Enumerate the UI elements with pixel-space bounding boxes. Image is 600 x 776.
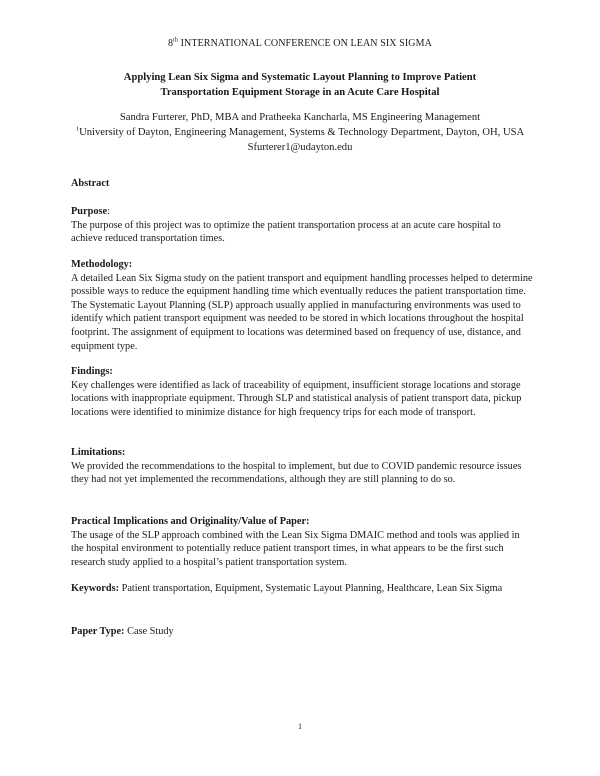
title-line-1: Applying Lean Six Sigma and Systematic Layout Planning to Improve Patient — [123, 72, 477, 83]
purpose-section — [71, 205, 533, 246]
purpose-heading: Purpose — [71, 206, 108, 217]
paper-type-text: Case Study — [127, 626, 174, 637]
limitations-text: We provided the recommendations to the hospital to implement, but due to COVID pandemic resource issues they had not yet implemented the recommendations, although they are still planning to do so. — [71, 460, 522, 486]
page-number: 1 — [298, 722, 302, 731]
affiliation-mark: 1 — [75, 125, 80, 133]
implications-section — [71, 515, 533, 569]
limitations-section — [71, 446, 533, 487]
conference-ordinal-number: 8 — [168, 38, 174, 49]
paper-type-section — [71, 625, 533, 639]
methodology-heading: Methodology: — [71, 259, 133, 270]
methodology-section — [71, 258, 533, 353]
abstract-heading-text: Abstract — [71, 178, 110, 189]
keywords-section — [71, 582, 533, 596]
author-names: Sandra Furterer, PhD, MBA and Pratheeka Kancharla, MS Engineering Management — [119, 112, 481, 123]
conference-header — [0, 38, 600, 49]
author-email: Sfurterer1@udayton.edu — [247, 142, 353, 153]
title-line-2: Transportation Equipment Storage in an Acute Care Hospital — [160, 87, 440, 98]
methodology-text: A detailed Lean Six Sigma study on the patient transport and equipment handling processes helped to determine possible ways to reduce the equipment handling time which eventually reduces the patient transportation time. The Systematic Layout Planning (SLP) approach usually applied in manufacturing environments was used to identify which patient transport equipment was needed to be stored in which locations throughout the hospital footprint. The assignment of equipment to locations was determined based on frequency of use, distance, and equipment type. — [71, 272, 533, 352]
implications-heading: Practical Implications and Originality/Value of Paper: — [71, 516, 310, 527]
conference-name: INTERNATIONAL CONFERENCE ON LEAN SIX SIGMA — [180, 38, 432, 49]
findings-section — [71, 365, 533, 419]
abstract-heading — [71, 177, 533, 191]
affiliation-text: University of Dayton, Engineering Management, Systems & Technology Department, Dayton, OH, USA — [79, 127, 525, 138]
purpose-text: The purpose of this project was to optimize the patient transportation process at an acute care hospital to achieve reduced transportation times. — [71, 219, 501, 245]
paper-type-label: Paper Type: — [71, 626, 125, 637]
keywords-label: Keywords: — [71, 583, 120, 594]
author-affiliation — [60, 125, 540, 140]
paper-title — [80, 70, 520, 100]
implications-text: The usage of the SLP approach combined with the Lean Six Sigma DMAIC method and tools was applied in the hospital environment to potentially reduce patient transport times, in what appears to be the first such research study applied to a hospital’s patient transportation system. — [71, 529, 520, 568]
findings-text: Key challenges were identified as lack of traceability of equipment, insufficient storage locations and storage locations with inappropriate equipment. Through SLP and statistical analysis of patient transport data, pickup locations were identified to minimize distance for high frequency trips for each mode of transport. — [71, 379, 522, 418]
conference-ordinal-suffix: th — [173, 37, 179, 44]
keywords-text: Patient transportation, Equipment, Systematic Layout Planning, Healthcare, Lean Six Sigma — [121, 583, 503, 594]
limitations-heading: Limitations: — [71, 447, 126, 458]
findings-heading: Findings: — [71, 366, 113, 377]
purpose-colon: : — [107, 206, 110, 217]
author-block — [60, 110, 540, 155]
